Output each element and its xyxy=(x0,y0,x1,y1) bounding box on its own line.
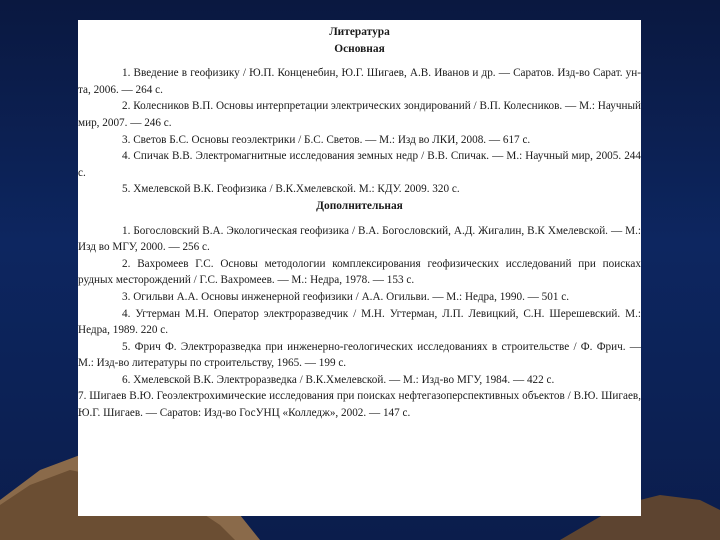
list-item: 2. Вахромеев Г.С. Основы методологии комплексирования геофизических исследований при поисках рудных месторождений / Г.С. Вахромеев. — М.: Недра, 1978. — 153 с. xyxy=(78,257,641,287)
list-item: 3. Огильви А.А. Основы инженерной геофизики / А.А. Огильви. — М.: Недра, 1990. — 501 с. xyxy=(122,290,569,303)
main-section-title: Основная xyxy=(334,42,385,55)
list-item: 5. Хмелевской В.К. Геофизика / В.К.Хмелевской. М.: КДУ. 2009. 320 с. xyxy=(122,183,460,196)
main-reference-list xyxy=(78,65,641,198)
list-item: 5. Фрич Ф. Электроразведка при инженерно-геологических исследованиях в строительстве / Ф. Фрич. — М.: Изд-во литературы по строительству, 1965. — 199 с. xyxy=(78,340,641,370)
additional-section-title: Дополнительная xyxy=(316,199,403,212)
list-item: 4. Спичак В.В. Электромагнитные исследования земных недр / В.В. Спичак. — М.: Научный мир, 2005. 244 с. xyxy=(78,150,641,179)
list-item: 2. Колесников В.П. Основы интерпретации электрических зондирований / В.П. Колесников. — М.: Научный мир, 2007. — 246 с. xyxy=(78,100,641,129)
document-page xyxy=(78,20,641,516)
list-item: 1. Введение в геофизику / Ю.П. Конценебин, Ю.Г. Шигаев, А.В. Иванов и др. — Саратов. Изд-во Сарат. ун-та, 2006. — 264 с. xyxy=(78,67,641,96)
list-item: 1. Богословский В.А. Экологическая геофизика / В.А. Богословский, А.Д. Жигалин, В.К Хмелевской. — М.: Изд во МГУ, 2000. — 256 с. xyxy=(78,224,641,254)
document-title: Литература xyxy=(329,26,390,38)
list-item: 4. Угтерман М.Н. Оператор электроразведчик / М.Н. Угтерман, Л.П. Левицкий, С.Н. Шерешевский. М.: Недра, 1989. 220 с. xyxy=(78,307,641,337)
list-item: 3. Светов Б.С. Основы геоэлектрики / Б.С. Светов. — М.: Изд во ЛКИ, 2008. — 617 с. xyxy=(122,133,531,146)
additional-reference-list xyxy=(78,223,641,422)
list-item: 6. Хмелевской В.К. Электроразведка / В.К.Хмелевской. — М.: Изд-во МГУ, 1984. — 422 с. xyxy=(122,373,555,386)
list-item: 7. Шигаев В.Ю. Геоэлектрохимические исследования при поисках нефтегазоперспективных объектов / В.Ю. Шигаев, Ю.Г. Шигаев. — Саратов: Изд-во ГосУНЦ «Колледж», 2002. — 147 с. xyxy=(78,390,641,420)
